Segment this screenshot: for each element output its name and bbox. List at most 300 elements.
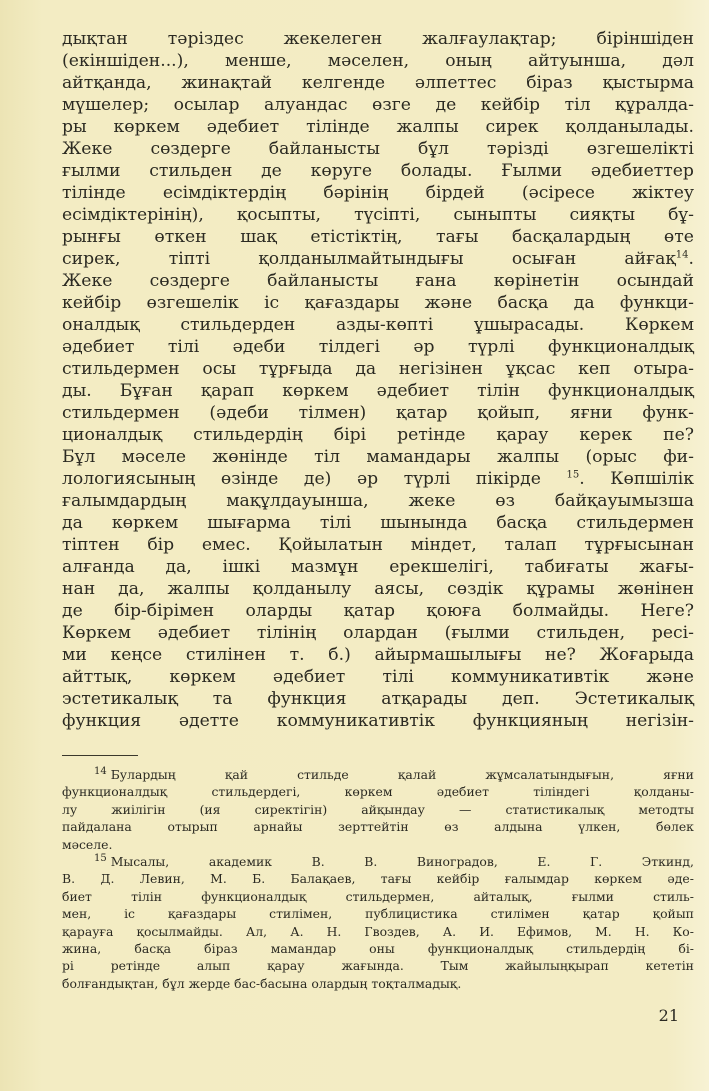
text: және — [424, 293, 473, 313]
word: жұмсалатындығын, — [485, 767, 615, 782]
word — [261, 160, 282, 182]
word — [435, 94, 456, 116]
word: В. — [62, 871, 76, 887]
word — [165, 556, 191, 578]
word — [264, 94, 347, 116]
text: ғана — [415, 271, 457, 291]
text: айттық, — [62, 667, 133, 687]
word — [473, 710, 588, 732]
word — [617, 270, 694, 292]
text: осы — [202, 359, 237, 379]
text: Жеке — [62, 139, 113, 159]
text: эстетикалық — [62, 689, 178, 709]
text: (екіншіден...), — [62, 51, 189, 71]
word — [62, 160, 120, 182]
word: Мысалы, — [110, 853, 170, 869]
word — [62, 424, 162, 446]
text: ұшырасады. — [474, 315, 585, 335]
text: қатар — [343, 601, 395, 621]
word — [624, 248, 694, 270]
text: не? — [545, 645, 576, 665]
word — [526, 72, 572, 94]
text-line — [62, 182, 694, 204]
text: көркем — [111, 513, 179, 533]
word — [282, 380, 348, 402]
text: өте — [663, 227, 694, 247]
text: стильдермен — [62, 403, 180, 423]
word — [291, 556, 359, 578]
text: стильдермен — [576, 513, 694, 533]
word: алып — [196, 958, 231, 974]
word — [201, 380, 254, 402]
text: лологиясының — [62, 469, 196, 489]
text: кейбір — [62, 293, 122, 313]
word — [496, 512, 547, 534]
text: жөнінде — [212, 447, 288, 467]
word — [202, 358, 236, 380]
word: стильдердегі, — [211, 784, 301, 800]
word — [565, 94, 591, 116]
word: бі- — [678, 940, 694, 956]
word — [574, 292, 595, 314]
word: Ефимов, — [517, 923, 573, 939]
text: де — [435, 95, 457, 115]
text: Жеке — [62, 271, 113, 291]
text: жөнінен — [617, 579, 694, 599]
text: әр — [413, 337, 435, 357]
word — [267, 688, 346, 710]
text: атқарады — [381, 689, 468, 709]
text: стилінен — [185, 645, 266, 665]
word — [381, 688, 467, 710]
text: талап — [504, 535, 557, 555]
text: бірдей — [425, 183, 485, 203]
word — [62, 688, 178, 710]
text-line — [62, 622, 694, 644]
word — [226, 490, 368, 512]
text: шынында — [380, 513, 468, 533]
word — [570, 402, 613, 424]
word — [304, 468, 331, 490]
word — [618, 578, 694, 600]
word — [596, 28, 694, 50]
text: Қойылатын — [278, 535, 383, 555]
word — [615, 94, 694, 116]
text: кейбір — [480, 95, 541, 115]
text: қатар — [396, 403, 448, 423]
word — [290, 644, 305, 666]
text: құралда- — [615, 95, 694, 115]
word: Д. — [100, 871, 115, 887]
text: (әсіресе — [521, 183, 595, 203]
word: тағы — [380, 871, 412, 887]
word — [181, 72, 272, 94]
text: тілін — [477, 381, 520, 401]
word — [62, 204, 204, 226]
text-line — [62, 710, 694, 732]
word — [453, 204, 536, 226]
text: әдебиеттер — [590, 161, 694, 181]
word: қай — [224, 767, 248, 782]
text: тіл — [564, 95, 591, 115]
text-line — [62, 94, 694, 116]
text: стильден, — [536, 623, 626, 643]
word: Б. — [252, 871, 266, 887]
text: өзгешелікті — [586, 139, 694, 159]
text: тағы — [436, 227, 479, 247]
word — [497, 446, 559, 468]
text: Жоғарыда — [599, 645, 694, 665]
word: Ал, — [245, 923, 268, 939]
word: қарау — [267, 958, 305, 974]
word — [193, 424, 303, 446]
footnote-line — [62, 888, 694, 905]
word — [62, 28, 128, 50]
word: басқа — [134, 940, 172, 956]
text: да — [355, 359, 377, 379]
word: кететін — [645, 958, 694, 974]
text: тілдегі — [318, 337, 380, 357]
word — [481, 94, 540, 116]
text: түрлі — [467, 337, 515, 357]
text: аясы, — [374, 579, 425, 599]
word — [575, 688, 694, 710]
text: шығарма — [207, 513, 291, 533]
word — [62, 182, 126, 204]
word — [436, 226, 478, 248]
word: Левин, — [139, 871, 185, 887]
text: қарау — [496, 425, 549, 445]
word — [320, 512, 351, 534]
word — [374, 644, 521, 666]
word — [114, 600, 214, 622]
text: тілі — [319, 513, 352, 533]
word — [174, 94, 240, 116]
word: лу — [62, 801, 78, 817]
text: негізінен — [398, 359, 484, 379]
word: Тым — [440, 958, 469, 974]
word — [537, 622, 626, 644]
word: яғни — [663, 767, 694, 782]
word — [566, 468, 584, 490]
word — [639, 556, 694, 578]
word — [486, 116, 539, 138]
word — [396, 402, 447, 424]
text: мақұлдауынша, — [226, 491, 369, 511]
word — [269, 138, 380, 160]
word — [62, 666, 132, 688]
text-line — [62, 402, 694, 424]
main-text — [62, 28, 694, 732]
text: . — [688, 249, 694, 269]
word — [642, 402, 694, 424]
text-line — [62, 160, 694, 182]
text-line — [62, 204, 694, 226]
footnote-line — [62, 766, 694, 783]
text: болғандықтан, бұл жерде бас-басына олардың тоқталмадық. — [62, 975, 462, 991]
text: әр — [356, 469, 379, 489]
word — [122, 446, 186, 468]
text-line — [62, 468, 694, 490]
word — [447, 578, 503, 600]
word — [168, 28, 244, 50]
text: ішкі — [222, 557, 261, 577]
word: қолданы- — [633, 784, 694, 800]
word: қағаздары — [167, 906, 237, 922]
word — [62, 138, 112, 160]
word: — — [458, 801, 472, 817]
text: қыстырма — [602, 73, 694, 93]
word — [245, 600, 312, 622]
text: сөздерге — [149, 271, 230, 291]
word — [277, 710, 435, 732]
text: Неге? — [640, 601, 694, 621]
text: ционалдық — [62, 425, 163, 445]
text: сияқты — [569, 205, 636, 225]
word: айталық, — [473, 888, 533, 904]
word — [150, 138, 230, 160]
word — [149, 160, 232, 182]
word: Виноградов, — [416, 853, 498, 869]
word — [62, 556, 135, 578]
word: стилімен — [490, 906, 550, 922]
word — [382, 666, 413, 688]
text: отыра- — [633, 359, 694, 379]
text-line — [62, 512, 694, 534]
text: функционалдық — [548, 381, 694, 401]
text: әдебиет — [206, 117, 280, 137]
footnote-line — [62, 783, 694, 800]
word: Н. — [326, 923, 342, 939]
text-line — [62, 226, 694, 248]
text: тілі — [382, 667, 414, 687]
word: көркем — [594, 871, 643, 887]
word — [625, 314, 694, 336]
text: жағы- — [639, 557, 694, 577]
word — [512, 248, 576, 270]
text: қоюға — [426, 601, 482, 621]
word — [565, 116, 694, 138]
word — [169, 666, 235, 688]
text: азды-көпті — [336, 315, 434, 335]
text-line — [62, 248, 694, 270]
text-line — [62, 688, 694, 710]
word — [602, 72, 694, 94]
text: басқа — [496, 513, 548, 533]
text: бірі — [333, 425, 367, 445]
word: мен, — [62, 906, 92, 922]
word — [422, 28, 556, 50]
footnote-line — [62, 870, 694, 887]
text: қарап — [200, 381, 255, 401]
text-line — [62, 358, 694, 380]
word: жағында. — [341, 958, 404, 974]
text-line — [62, 72, 694, 94]
text: есімдіктерінің), — [62, 205, 204, 225]
word — [555, 490, 694, 512]
word: Булардың — [110, 767, 176, 782]
word: қалай — [397, 767, 437, 782]
text: ры — [62, 117, 87, 137]
text: функцияның — [472, 711, 588, 731]
text: да — [573, 293, 595, 313]
text: т. — [289, 645, 305, 665]
footnote-line — [62, 923, 694, 940]
word — [240, 226, 277, 248]
italic-text: әдебиет — [157, 623, 231, 643]
text: ретінде — [397, 425, 466, 445]
text: болмайды. — [512, 601, 610, 621]
word — [522, 182, 595, 204]
word — [445, 622, 510, 644]
word — [258, 248, 463, 270]
word — [169, 248, 210, 270]
word — [587, 138, 694, 160]
text: б.) — [328, 645, 351, 665]
text-line — [62, 292, 694, 314]
text-line — [62, 578, 694, 600]
text: бәрінің — [323, 183, 389, 203]
word — [662, 50, 694, 72]
word: көркем — [344, 784, 393, 800]
word: А. — [290, 923, 304, 939]
text-line — [62, 138, 694, 160]
word — [389, 556, 494, 578]
word — [585, 534, 694, 556]
footnote-ref: 14 — [675, 249, 689, 261]
word: стильдердің — [566, 940, 646, 956]
text: осылар — [173, 95, 240, 115]
text-line — [62, 534, 694, 556]
text: көркем — [113, 117, 180, 137]
word — [221, 468, 278, 490]
word: М. — [210, 871, 227, 887]
text: өзге — [372, 95, 411, 115]
text: (орыс — [585, 447, 637, 467]
word: Эткинд, — [641, 853, 694, 869]
text: пікірде — [475, 469, 541, 489]
text: тәрізді — [487, 139, 549, 159]
word — [163, 182, 286, 204]
footnote-divider — [62, 755, 138, 756]
text: ғалымдардың — [62, 491, 187, 511]
word: статистикалық — [505, 801, 605, 817]
text: ерекшелігі, — [389, 557, 494, 577]
word — [62, 336, 134, 358]
text: сирек, — [62, 249, 121, 269]
word — [233, 336, 286, 358]
word — [147, 292, 239, 314]
text: Көркем — [62, 623, 131, 643]
text: сирек — [485, 117, 539, 137]
word — [426, 600, 481, 622]
italic-text: қосыпты, — [236, 205, 322, 225]
text: да — [62, 513, 83, 533]
word: Ко- — [672, 923, 694, 939]
word — [372, 94, 411, 116]
word: методты — [638, 801, 694, 817]
word — [112, 512, 178, 534]
text: тәріздес — [167, 29, 244, 49]
word — [62, 578, 95, 600]
word — [328, 644, 351, 666]
page-number: 21 — [658, 1006, 679, 1025]
word — [267, 270, 378, 292]
text: функци- — [619, 293, 694, 313]
text: кеп — [578, 359, 611, 379]
word — [477, 380, 520, 402]
word — [225, 50, 292, 72]
word — [118, 578, 144, 600]
text: коммуникативтік — [451, 667, 610, 687]
word — [487, 138, 549, 160]
word: И. — [479, 923, 494, 939]
text: де — [62, 601, 83, 621]
word — [548, 380, 694, 402]
text: іс — [264, 293, 280, 313]
word — [548, 336, 694, 358]
word — [62, 94, 149, 116]
word — [94, 766, 176, 783]
word: жина, — [62, 940, 102, 956]
text: мәселе — [121, 447, 187, 467]
text: функция — [62, 711, 142, 731]
word — [259, 358, 333, 380]
word: В. — [364, 853, 378, 869]
word: ғылми — [571, 888, 614, 904]
word: мамандар — [270, 940, 337, 956]
word: Гвоздев, — [364, 923, 420, 939]
word — [526, 578, 594, 600]
text: тұрғыда — [258, 359, 333, 379]
word — [62, 622, 131, 644]
word — [110, 644, 162, 666]
italic-text: жинақтай — [181, 73, 273, 93]
text: біріншіден — [596, 29, 694, 49]
word — [62, 50, 189, 72]
text: түрлі — [403, 469, 451, 489]
text: жіктеу — [632, 183, 694, 203]
word — [212, 446, 287, 468]
word — [94, 853, 169, 870]
text: қолданылу — [252, 579, 352, 599]
word — [62, 446, 95, 468]
word — [62, 380, 92, 402]
word — [207, 512, 291, 534]
word: Г. — [590, 853, 603, 869]
text: өзгешелік — [146, 293, 239, 313]
footnote-line — [62, 853, 694, 870]
text: функ- — [642, 403, 694, 423]
text: коммуникативтік — [276, 711, 435, 731]
word: үлкен, — [578, 819, 621, 835]
word — [570, 204, 636, 226]
word — [445, 50, 492, 72]
text: ресі- — [651, 623, 694, 643]
italic-text: айтқанда, — [62, 73, 152, 93]
text: қолданылмайтындығы — [258, 249, 464, 269]
footnote-line — [62, 836, 694, 853]
text: Көпшілік — [610, 469, 694, 489]
text: де) — [303, 469, 332, 489]
word — [501, 160, 562, 182]
text: басқалардың — [512, 227, 631, 247]
word — [374, 578, 424, 600]
footnote-line — [62, 975, 694, 992]
text-line — [62, 28, 694, 50]
word — [207, 116, 279, 138]
text: мазмұн — [290, 557, 359, 577]
